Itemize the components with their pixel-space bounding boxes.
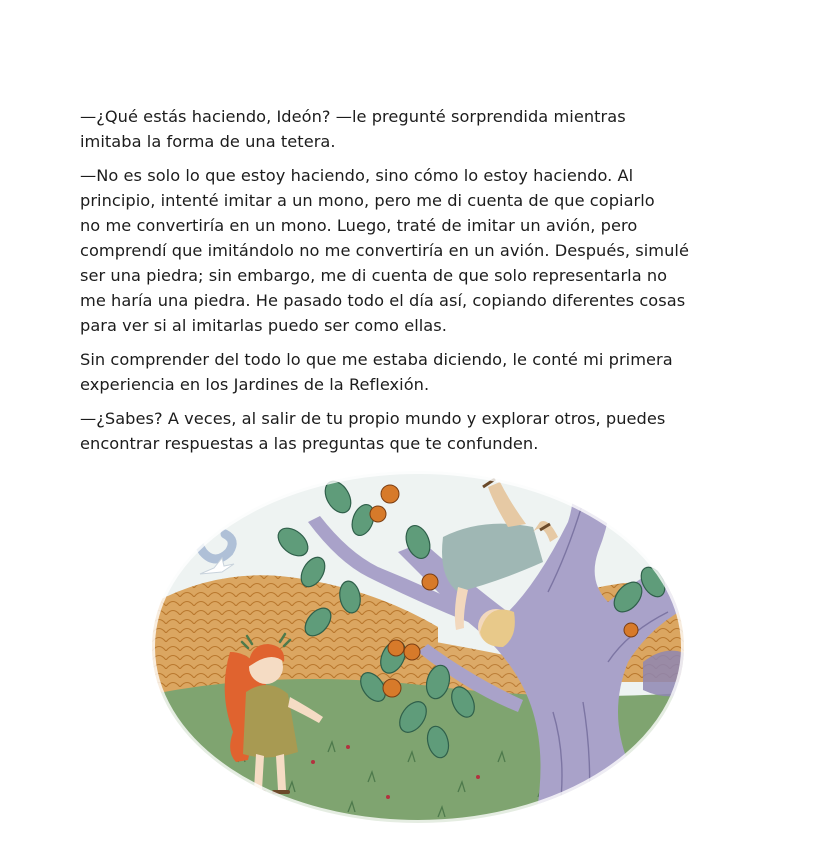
text-line: —¿Qué estás haciendo, Ideón? —le pregunté sorprendida mientras [80,107,626,126]
paragraph [80,104,730,154]
story-text [80,104,730,465]
story-illustration [138,462,698,832]
text-line: no me convertiría en un mono. Luego, traté de imitar un avión, pero [80,216,638,235]
text-line: Sin comprender del todo lo que me estaba diciendo, le conté mi primera [80,350,673,369]
paragraph [80,347,730,397]
paragraph [80,163,730,338]
text-line: encontrar respuestas a las preguntas que te confunden. [80,434,539,453]
text-line: me haría una piedra. He pasado todo el día así, copiando diferentes cosas [80,291,686,310]
text-line: —No es solo lo que estoy haciendo, sino cómo lo estoy haciendo. Al [80,166,634,185]
text-line: para ver si al imitarlas puedo ser como ellas. [80,316,447,335]
text-line: experiencia en los Jardines de la Reflexión. [80,375,430,394]
text-line: ser una piedra; sin embargo, me di cuenta de que solo representarla no [80,266,668,285]
text-line: —¿Sabes? A veces, al salir de tu propio mundo y explorar otros, puedes [80,409,666,428]
rock [643,651,698,697]
text-line: principio, intenté imitar a un mono, pero me di cuenta de que copiarlo [80,191,655,210]
illustration-scene [138,462,698,832]
text-line: imitaba la forma de una tetera. [80,132,336,151]
paragraph [80,406,730,456]
text-line: comprendí que imitándolo no me convertiría en un avión. Después, simulé [80,241,689,260]
